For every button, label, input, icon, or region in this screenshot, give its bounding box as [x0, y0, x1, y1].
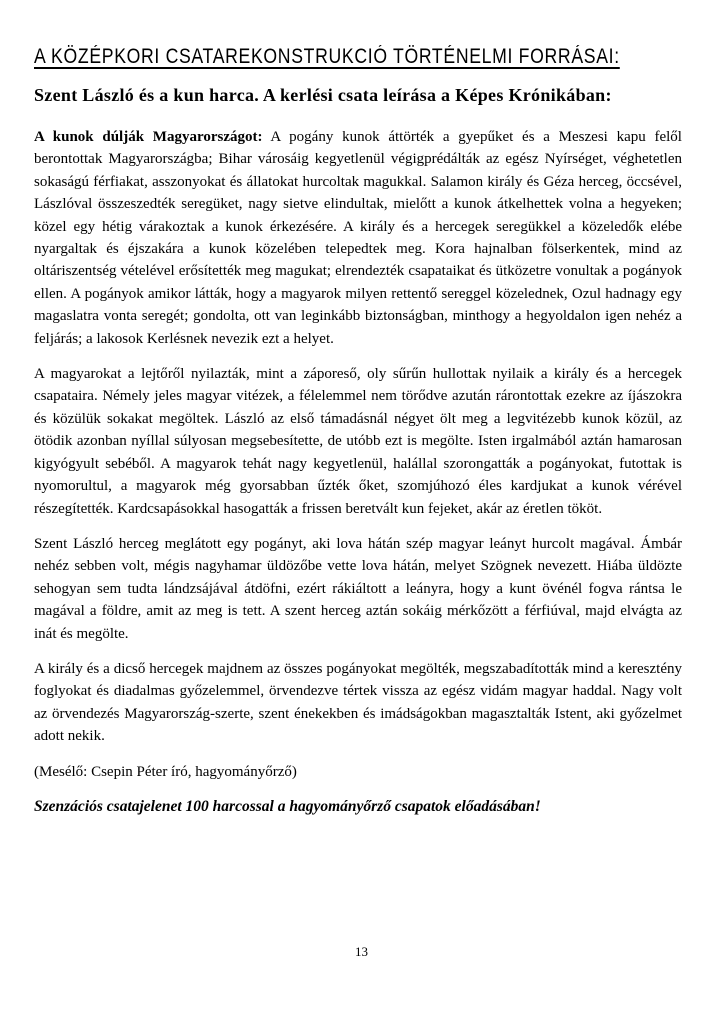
page-number: 13 — [355, 944, 368, 959]
page-footer — [0, 944, 723, 960]
page-title-text: A KÖZÉPKORI CSATAREKONSTRUKCIÓ TÖRTÉNELMI FORRÁSAI: — [34, 45, 620, 68]
page-content — [34, 44, 682, 818]
paragraph-lead-bold: A kunok dúlják Magyarországot: — [34, 129, 263, 145]
paragraph-nyilzapor: A magyarokat a lejtőről nyilazták, mint a záporeső, oly sűrűn hullottak nyilaik a király és a hercegek csapataira. Némely jeles magyar vitézek, a félelemmel nem törődve azután rárontottak ezekre az íjászokra és közülük sokakat megöltek. László az első támadásnál négyet ölt meg a legvitézebb kunok közül, az ötödik azonban nyíllal súlyosan megsebesítette, de utóbb ezt is megölte. Isten irgalmából aztán hamarosan kigyógyult sebéből. A magyarok tehát nagy kegyetlenül, halállal szorongatták a pogányokat, futottak is nyomorultul, a magyarok még gyorsabban űzték őket, szomjúhozó éles kardjukat a kunok vérével részegítették. Kardcsapásokkal hasogatták a frissen beretvált kun fejeket, akár az éretlen tököt. — [34, 366, 682, 517]
paragraph-kunok-duljak — [34, 126, 682, 350]
paragraph-gyozelem: A király és a dicső hercegek majdnem az összes pogányokat megölték, megszabadították mind a keresztény foglyokat és diadalmas győzelemmel, örvendezve tértek vissza az egész vidám magyar haddal. Nagy volt az örvendezés Magyarország-szerte, szent énekekben és imádságokban magasztalták Istent, aki győzelmet adott nekik. — [34, 660, 682, 745]
narrator-note: (Mesélő: Csepin Péter író, hagyományőrző) — [34, 763, 297, 780]
paragraph-szent-laszlo-leany: Szent László herceg meglátott egy pogányt, aki lova hátán szép magyar leányt hurcolt magával. Ámbár nehéz sebben volt, mégis nagyhamar üldözőbe vette lova hátán, melyet Szögnek nevezett. Hiába üldözte sehogyan sem tudta lándzsájával átdöfni, ezért rákiáltott a leányra, hogy a kunt övénél fogva rántsa le magával a földre, amit az meg is tett. A szent herceg aztán sokáig mérkőzött a férfiúval, majd elvágta az inát és megölte. — [34, 535, 682, 642]
closing-line: Szenzációs csatajelenet 100 harcossal a hagyományőrző csapatok előadásában! — [34, 797, 541, 815]
subtitle-blackletter: Szent László és a kun harca. A kerlési csata leírása a Képes Krónikában: — [34, 85, 612, 105]
paragraph-text: A pogány kunok áttörték a gyepűket és a Meszesi kapu felől berontottak Magyarországba; Bihar városáig kegyetlenül végigprédálták az egész Nyírséget, véghetetlen sokaságú férfiakat, asszonyokat és állatokat hurcoltak magukkal. Salamon király és Géza herceg, öccsével, Lászlóval összeszedték seregüket, nagy sietve elindultak, mielőtt a kunok átkelhettek volna a hegyeken; közel egy hétig várakoztak a kunok érkezésére. A király és a hercegek seregükkel a közeledők elébe nyargaltak és éjszakára a kunok közelében telepedtek meg. Kora hajnalban fölserkentek, mind az oltáriszentség vételével erősítették meg magukat; elrendezték csapataikat és ütközetre vonultak a pogányok ellen. A pogányok amikor látták, hogy a magyarok milyen rettentő sereggel közelednek, Ozul hadnagy egy magaslatra vonta seregét; gondolta, ott van leginkább biztonságban, minthogy a hegyoldalon igen nehéz a feljárás; a lakosok Kerlésnek nevezik ezt a helyet. — [34, 129, 682, 347]
page-title — [34, 44, 682, 70]
